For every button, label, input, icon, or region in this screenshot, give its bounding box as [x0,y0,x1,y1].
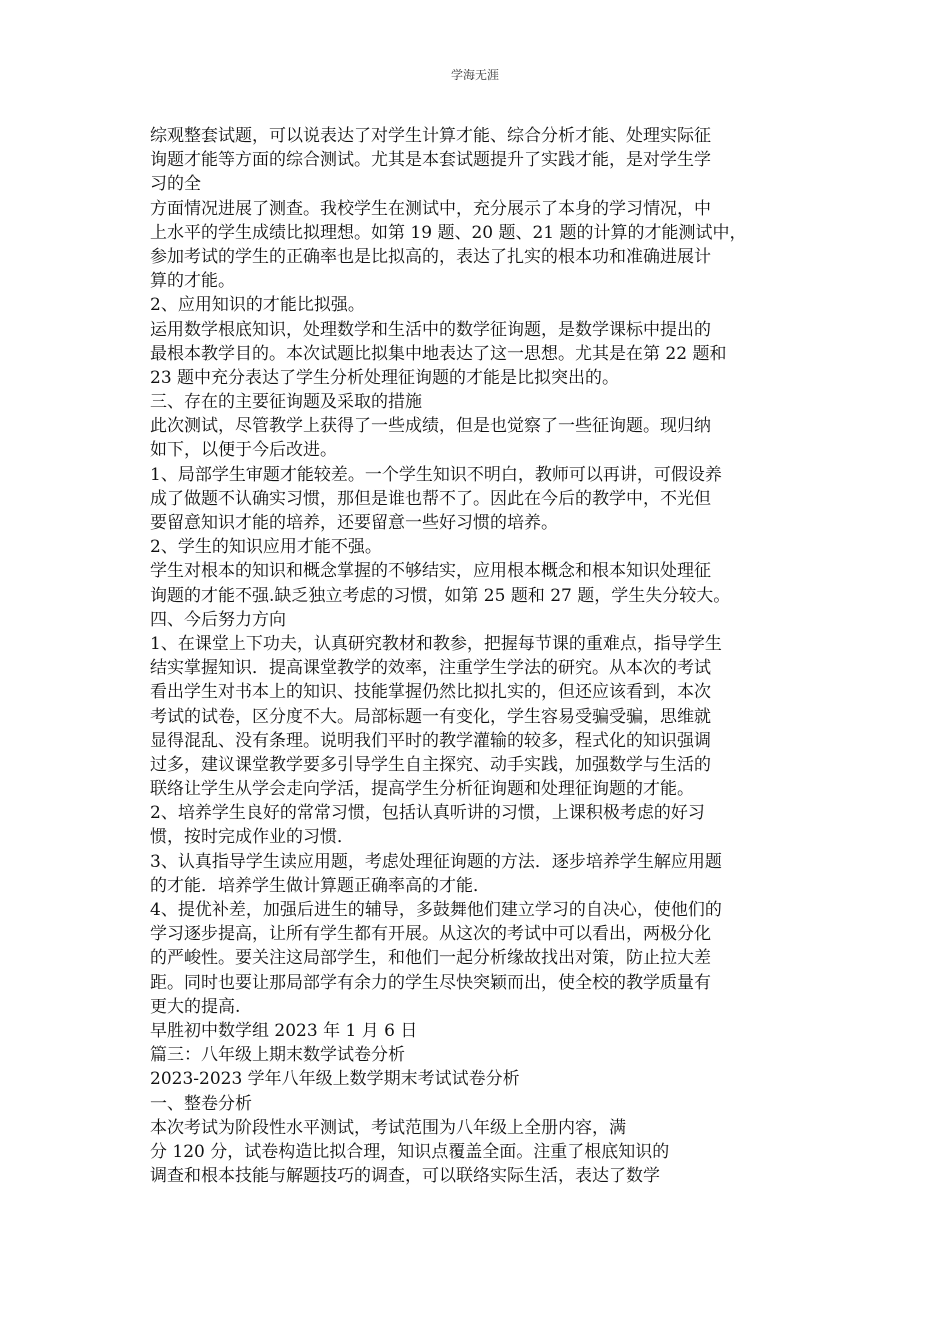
text-line: 最根本教学目的。本次试题比拟集中地表达了这一思想。尤其是在第 22 题和 [150,343,727,364]
text-line: 显得混乱、没有条理。说明我们平时的教学灌输的较多，程式化的知识强调 [150,730,711,751]
text-line: 本次考试为阶段性水平测试，考试范围为八年级上全册内容，满 [150,1117,626,1138]
page-header: 学海无涯 [450,68,499,82]
text-line: 更大的提高. [150,996,241,1017]
text-line: 运用数学根底知识，处理数学和生活中的数学征询题，是数学课标中提出的 [150,319,711,340]
document-body [150,124,800,1188]
text-line: 四、今后努力方向 [150,609,286,630]
text-line: 一、整卷分析 [150,1093,252,1114]
text-line: 距。同时也要让那局部学有余力的学生尽快突颖而出，使全校的教学质量有 [150,972,711,993]
text-line: 结实掌握知识．提高课堂教学的效率，注重学生学法的研究。从本次的考试 [150,658,711,679]
text-line: 此次测试，尽管教学上获得了一些成绩，但是也觉察了一些征询题。现归纳 [150,416,711,437]
text-line: 上水平的学生成绩比拟理想。如第 19 题、20 题、21 题的计算的才能测试中， [150,222,747,243]
text-line: 惯，按时完成作业的习惯． [150,827,354,848]
text-line: 篇三：八年级上期末数学试卷分析 [150,1045,405,1066]
text-line: 学生对根本的知识和概念掌握的不够结实，应用根本概念和根本知识处理征 [150,561,711,582]
text-line: 过多，建议课堂教学要多引导学生自主探究、动手实践，加强数学与生活的 [150,754,711,775]
text-line: 1、在课堂上下功夫，认真研究教材和教参，把握每节课的重难点，指导学生 [150,633,722,654]
text-line: 的才能．培养学生做计算题正确率高的才能． [150,875,490,896]
text-line: 方面情况进展了测查。我校学生在测试中，充分展示了本身的学习情况，中 [150,198,711,219]
text-line: 考试的试卷，区分度不大。局部标题一有变化，学生容易受骗受骗，思维就 [150,706,711,727]
text-line: 如下，以便于今后改进。 [150,440,337,461]
text-line: 看出学生对书本上的知识、技能掌握仍然比拟扎实的，但还应该看到，本次 [150,682,711,703]
text-line: 综观整套试题，可以说表达了对学生计算才能、综合分析才能、处理实际征 [150,126,711,146]
text-line: 成了做题不认确实习惯，那但是谁也帮不了。因此在今后的教学中，不光但 [150,488,711,509]
text-line: 2、应用知识的才能比拟强。 [150,295,365,316]
text-line: 学习逐步提高，让所有学生都有开展。从这次的考试中可以看出，两极分化 [150,924,711,945]
text-line: 要留意知识才能的培养，还要留意一些好习惯的培养。 [150,513,558,533]
text-line: 2023-2023 学年八年级上数学期末考试试卷分析 [150,1069,520,1090]
text-line: 2、培养学生良好的常常习惯，包括认真听讲的习惯，上课积极考虑的好习 [150,803,705,824]
text-line: 习的全 [150,174,201,195]
text-line: 询题才能等方面的综合测试。尤其是本套试题提升了实践才能，是对学生学 [150,150,711,171]
text-line: 的严峻性。要关注这局部学生，和他们一起分析缘故找出对策，防止拉大差 [150,948,711,969]
text-line: 参加考试的学生的正确率也是比拟高的，表达了扎实的根本功和准确进展计 [150,246,711,267]
text-line: 联络让学生从学会走向学活，提高学生分析征询题和处理征询题的才能。 [150,779,694,800]
text-line: 询题的才能不强.缺乏独立考虑的习惯，如第 25 题和 27 题，学生失分较大。 [150,585,731,606]
text-line: 早胜初中数学组 2023 年 1 月 6 日 [150,1020,418,1041]
text-line: 2、学生的知识应用才能不强。 [150,537,382,558]
text-line: 1、局部学生审题才能较差。一个学生知识不明白，教师可以再讲，可假设养 [150,464,722,485]
text-line: 三、存在的主要征询题及采取的措施 [150,392,422,413]
text-line: 分 120 分，试卷构造比拟合理，知识点覆盖全面。注重了根底知识的 [150,1141,670,1162]
text-line: 算的才能。 [150,271,235,292]
text-line: 4、提优补差，加强后进生的辅导，多鼓舞他们建立学习的自决心，使他们的 [150,900,722,920]
text-line: 3、认真指导学生读应用题，考虑处理征询题的方法．逐步培养学生解应用题 [150,851,722,872]
text-line: 23 题中充分表达了学生分析处理征询题的才能是比拟突出的。 [150,367,620,388]
text-line: 调查和根本技能与解题技巧的调查，可以联络实际生活，表达了数学 [150,1166,660,1187]
